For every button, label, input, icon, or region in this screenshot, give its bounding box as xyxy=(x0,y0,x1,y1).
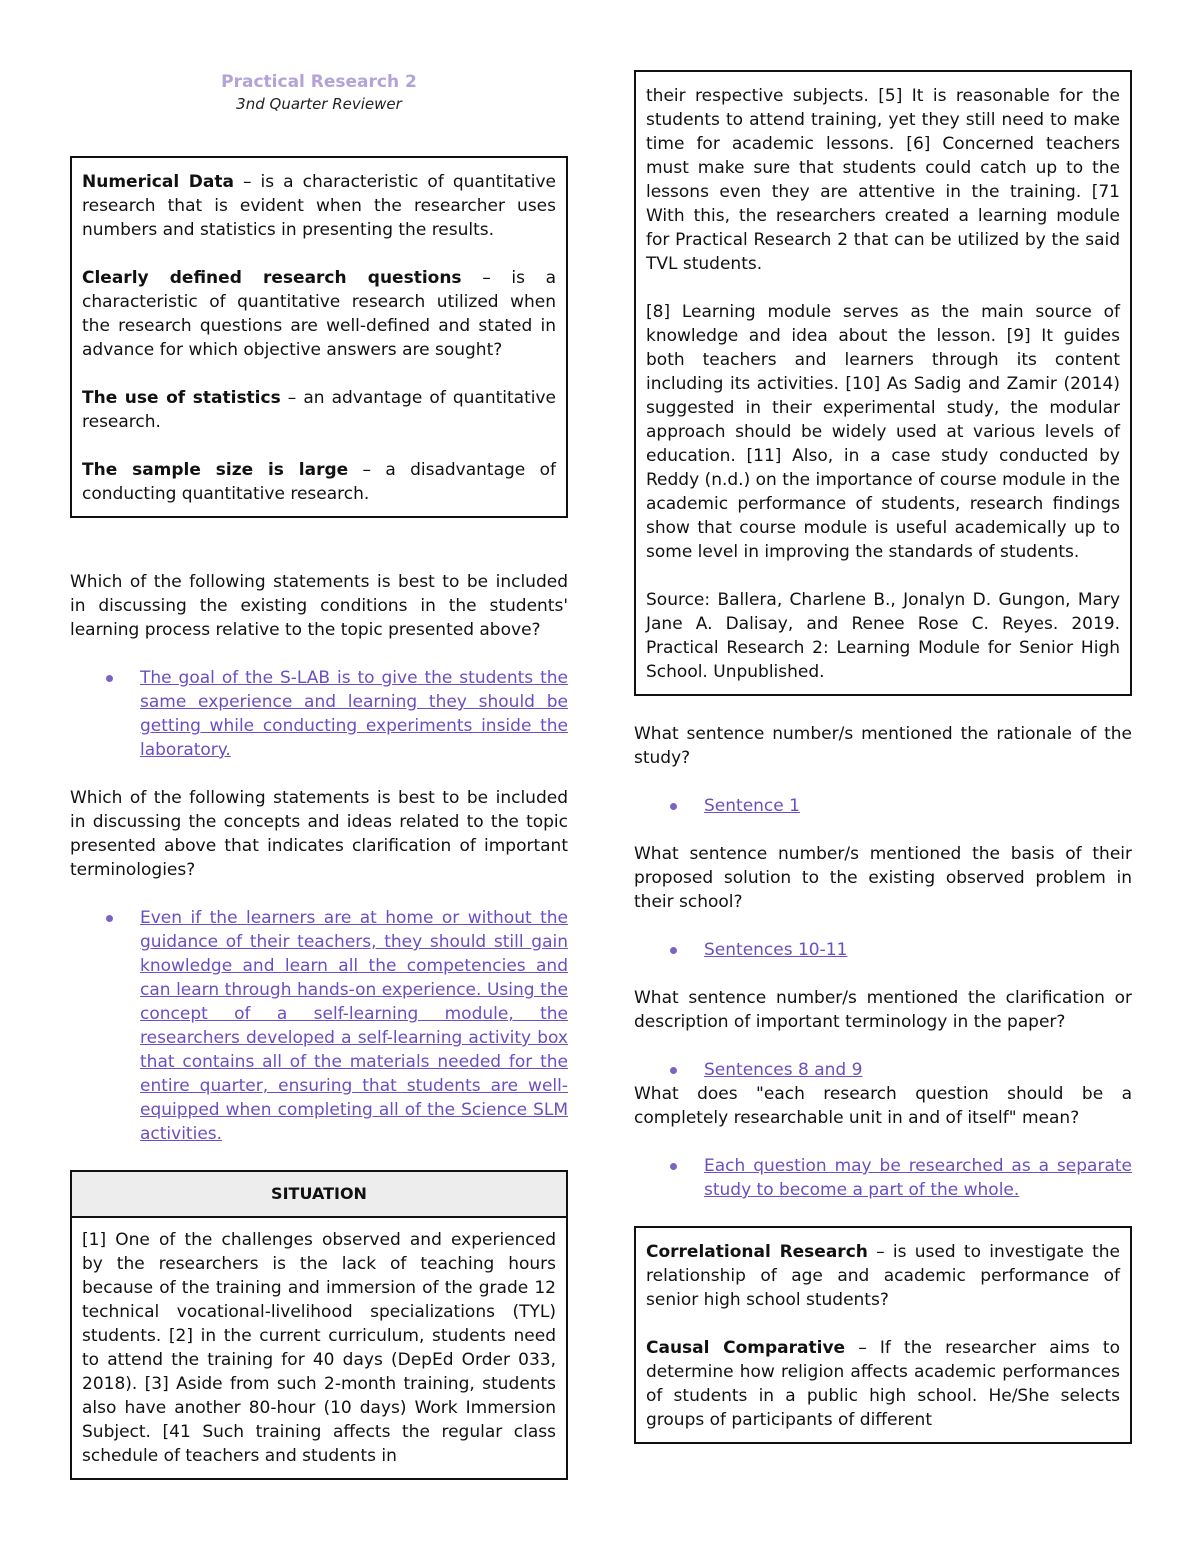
definition-text: – is a characteristic of quantitative research that is evident when the researcher uses numbers and statistics in presenting the results. xyxy=(82,172,556,240)
question-text: What sentence number/s mentioned the rationale of the study? xyxy=(634,724,1132,768)
question-text: What sentence number/s mentioned the basis of their proposed solution to the existing observed problem in their school? xyxy=(634,844,1132,912)
situation-box xyxy=(70,1170,568,1480)
left-column xyxy=(70,156,568,1480)
situation-paragraph: their respective subjects. [5] It is reasonable for the students to attend training, yet they still need to make time for academic lessons. [6] Concerned teachers must make sure that students could catch up to the lessons even they are attentive in the training. [71 With this, the researchers created a learning module for Practical Research 2 that can be utilized by the said TVL students. xyxy=(646,86,1120,274)
situation-continued-box xyxy=(634,70,1132,696)
document-header xyxy=(70,70,568,114)
answer-link[interactable]: Each question may be researched as a separate study to become a part of the whole. xyxy=(704,1156,1132,1200)
definition-text: – is used to investigate the relationship of age and academic performance of senior high school students? xyxy=(646,1242,1120,1310)
definition-term: Clearly defined research questions xyxy=(82,268,462,288)
right-column xyxy=(634,70,1132,1444)
answer-link[interactable]: Even if the learners are at home or without the guidance of their teachers, they should still gain knowledge and learn all the competencies and can learn through hands-on experience. Using the concept of a self-learning module, the researchers developed a self-learning activity box that contains all of the materials needed for the entire quarter, ensuring that students are well-equipped when completing all of the Science SLM activities. xyxy=(140,908,568,1144)
question-block xyxy=(634,842,1132,962)
question-block xyxy=(70,786,568,1146)
question-block xyxy=(634,986,1132,1082)
definition-term: Correlational Research xyxy=(646,1242,868,1262)
answer-list xyxy=(70,906,568,1146)
definition-item xyxy=(82,458,556,506)
definition-item xyxy=(646,1336,1120,1432)
document-subtitle: 3nd Quarter Reviewer xyxy=(236,95,402,113)
question-text: Which of the following statements is best to be included in discussing the existing conditions in the students' learning process relative to the topic presented above? xyxy=(70,572,568,640)
definitions-box xyxy=(634,1226,1132,1444)
definition-term: Causal Comparative xyxy=(646,1338,846,1358)
answer-list xyxy=(634,1058,1132,1082)
situation-text: [1] One of the challenges observed and experienced by the researchers is the lack of teaching hours because of the training and immersion of the grade 12 technical vocational-livelihood specializations (TYL) students. [2] in the current curriculum, students need to attend the training for 40 days (DepEd Order 033, 2018). [3] Aside from such 2-month training, students also have another 80-hour (10 days) Work Immersion Subject. [41 Such training affects the regular class schedule of teachers and students in xyxy=(82,1230,556,1466)
definition-text: – is a characteristic of quantitative research utilized when the research questions are well-defined and stated in advance for which objective answers are sought? xyxy=(82,268,556,360)
answer-link[interactable]: Sentence 1 xyxy=(704,796,800,816)
question-block xyxy=(70,570,568,762)
question-text: Which of the following statements is best to be included in discussing the concepts and ideas related to the topic presented above that indicates clarification of important terminologies? xyxy=(70,788,568,880)
answer-list xyxy=(634,794,1132,818)
definition-term: Numerical Data xyxy=(82,172,234,192)
answer-item xyxy=(140,906,568,1146)
question-block xyxy=(634,1082,1132,1202)
definition-text: – a disadvantage of conducting quantitative research. xyxy=(82,460,556,504)
definition-term: The use of statistics xyxy=(82,388,281,408)
definition-item xyxy=(82,170,556,242)
definition-text: – If the researcher aims to determine how religion affects academic performances of students in a public high school. He/She selects groups of participants of different xyxy=(646,1338,1121,1430)
answer-item xyxy=(704,794,1132,818)
definition-text: – an advantage of quantitative research. xyxy=(82,388,557,432)
answer-link[interactable]: Sentences 8 and 9 xyxy=(704,1060,863,1080)
answer-link[interactable]: The goal of the S-LAB is to give the students the same experience and learning they should be getting while conducting experiments inside the laboratory. xyxy=(140,668,568,760)
answer-item xyxy=(704,1154,1132,1202)
definitions-box xyxy=(70,156,568,518)
answer-list xyxy=(634,1154,1132,1202)
definition-item xyxy=(646,1240,1120,1312)
situation-paragraph: [8] Learning module serves as the main source of knowledge and idea about the lesson. [9] It guides both teachers and learners through its content including its activities. [10] As Sadig and Zamir (2014) suggested in their experimental study, the modular approach should be widely used at various levels of education. [11] Also, in a case study conducted by Reddy (n.d.) on the importance of course module in the academic performance of students, research findings show that course module is useful academically up to some level in improving the standards of students. xyxy=(646,302,1120,562)
source-citation: Source: Ballera, Charlene B., Jonalyn D. Gungon, Mary Jane A. Dalisay, and Renee Rose C. Reyes. 2019. Practical Research 2: Learning Module for Senior High School. Unpublished. xyxy=(646,590,1120,682)
document-title: Practical Research 2 xyxy=(221,72,417,92)
question-text: What does "each research question should be a completely researchable unit in and of itself" mean? xyxy=(634,1084,1132,1128)
answer-item xyxy=(704,938,1132,962)
answer-list xyxy=(70,666,568,762)
definition-item xyxy=(82,386,556,434)
definition-term: The sample size is large xyxy=(82,460,349,480)
question-text: What sentence number/s mentioned the clarification or description of important terminology in the paper? xyxy=(634,988,1132,1032)
answer-item xyxy=(140,666,568,762)
definition-item xyxy=(82,266,556,362)
question-block xyxy=(634,722,1132,818)
answer-list xyxy=(634,938,1132,962)
answer-link[interactable]: Sentences 10-11 xyxy=(704,940,848,960)
answer-item xyxy=(704,1058,1132,1082)
situation-heading: SITUATION xyxy=(72,1172,566,1218)
